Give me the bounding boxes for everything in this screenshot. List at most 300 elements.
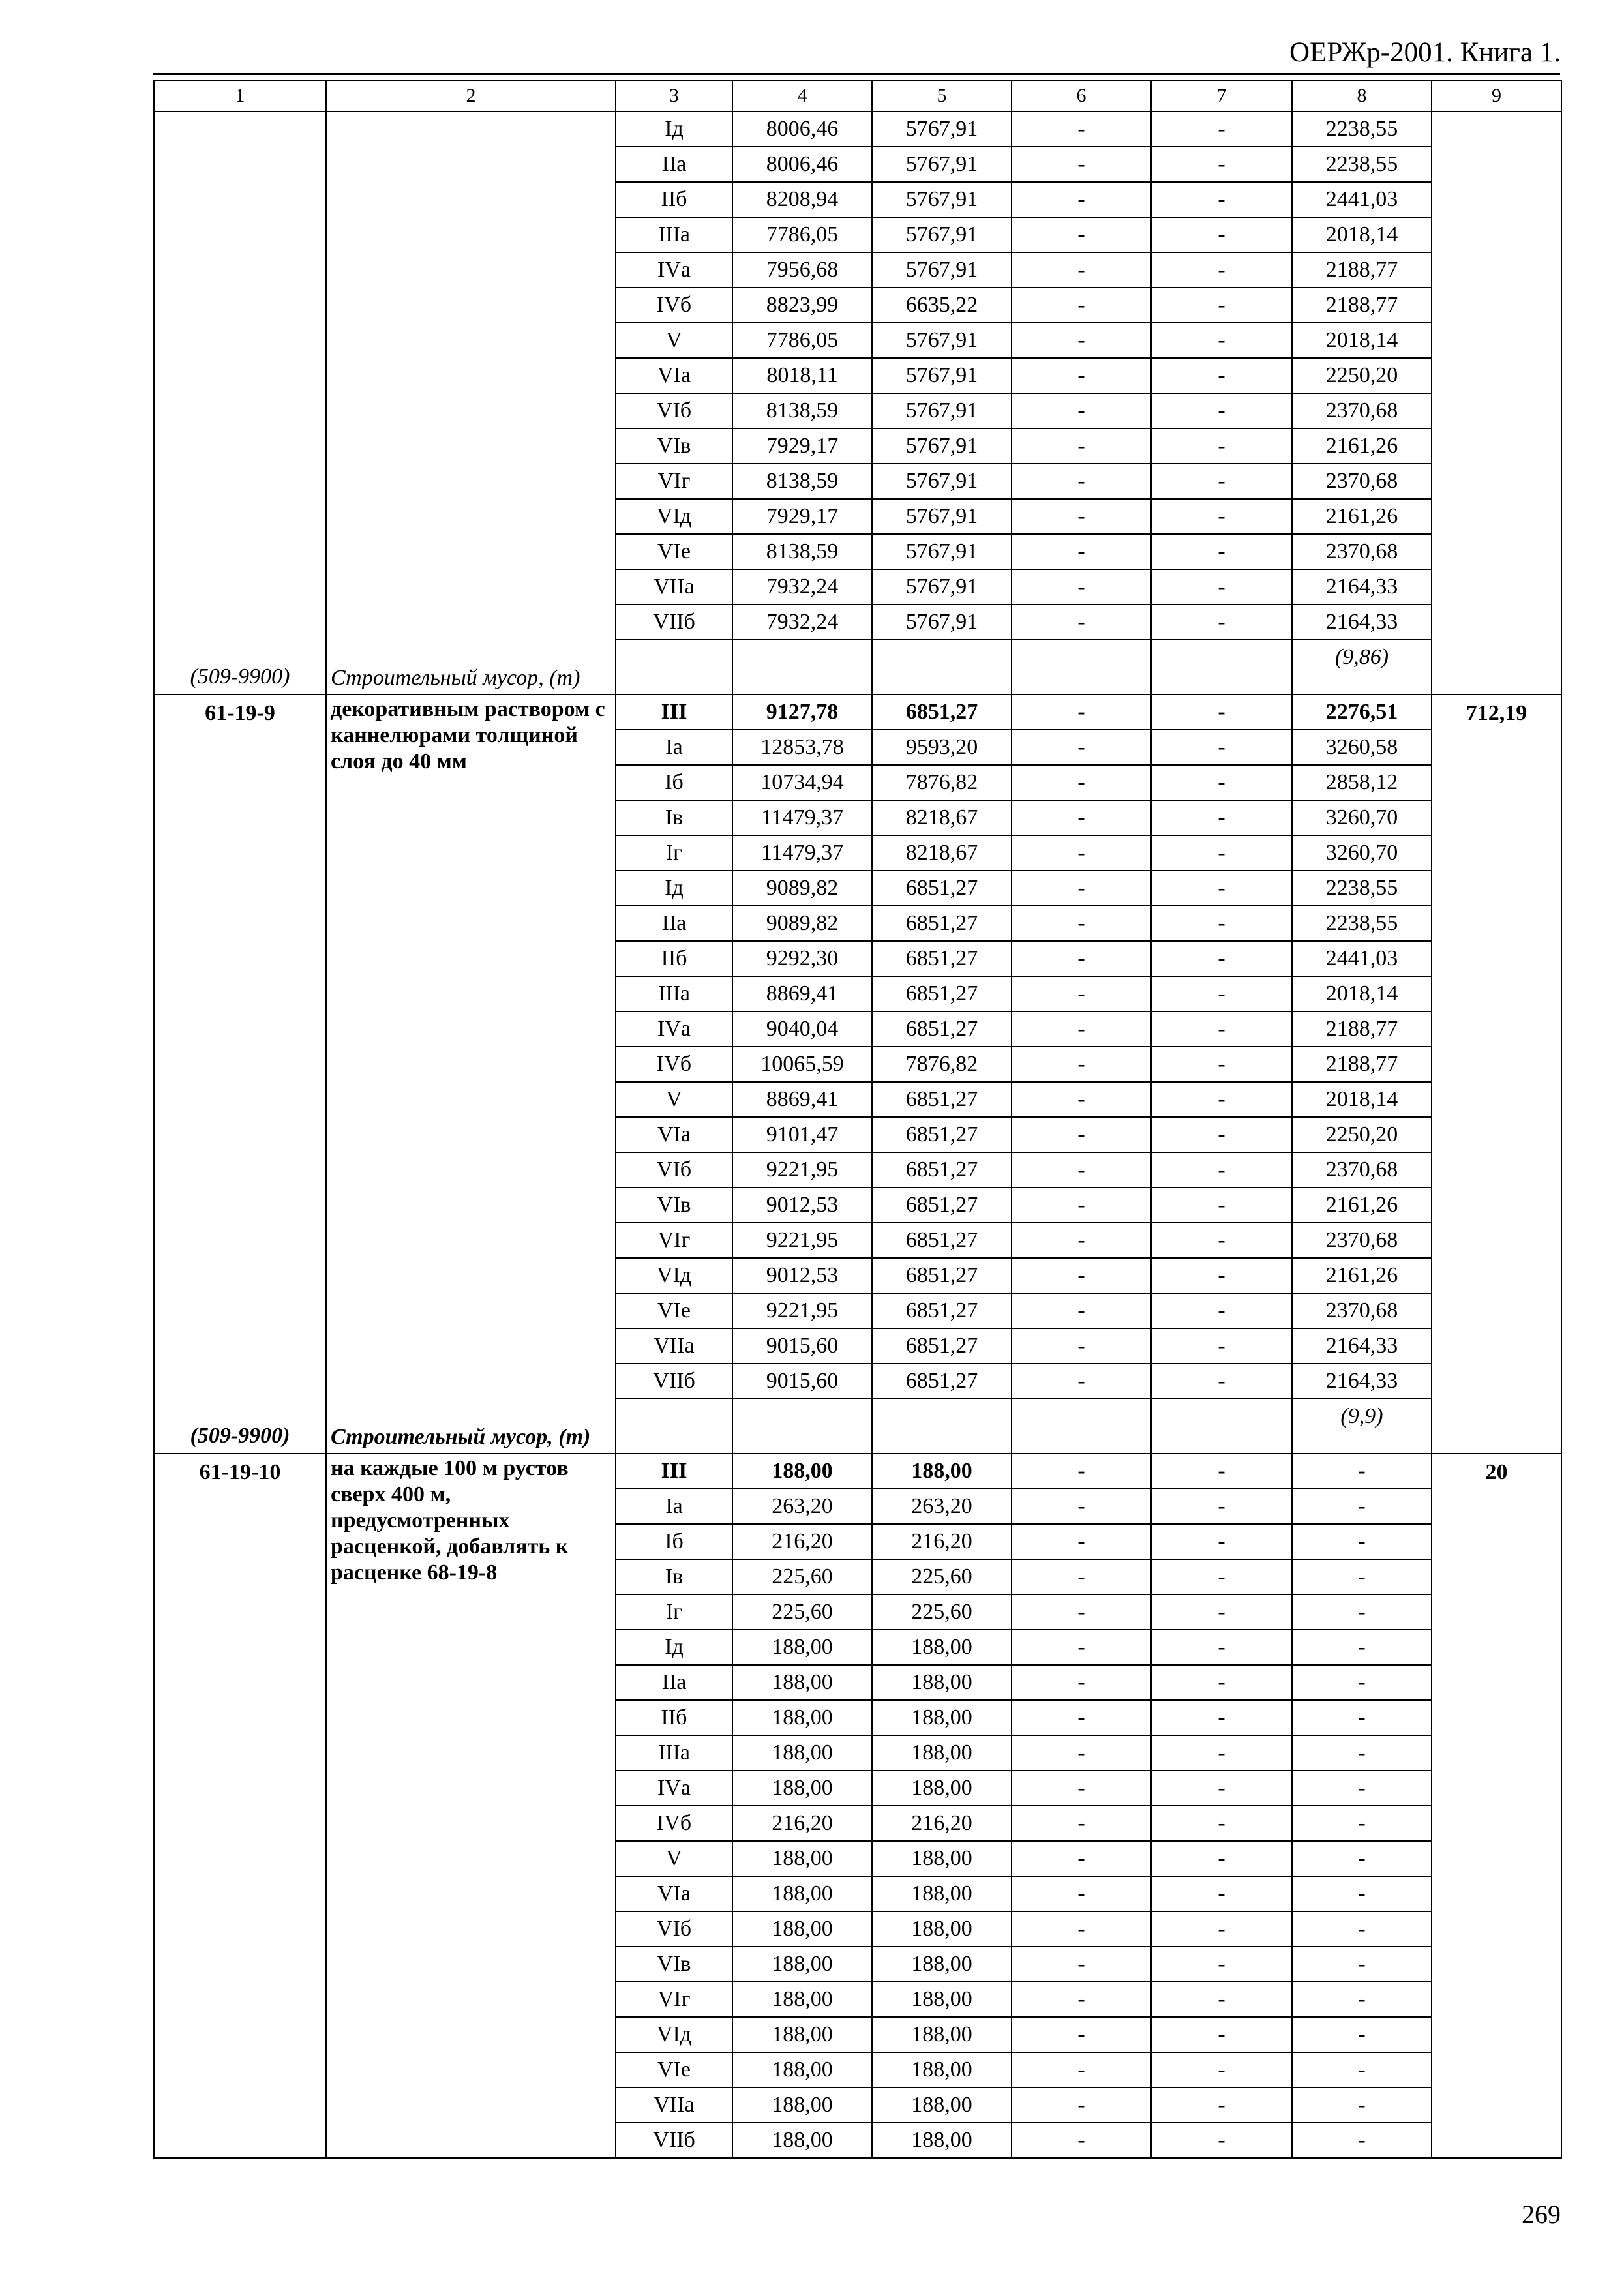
cell-c6: - bbox=[1012, 1735, 1151, 1771]
cell-c8: 3260,70 bbox=[1292, 800, 1432, 835]
cell-c6: - bbox=[1012, 906, 1151, 941]
cell-c4: 188,00 bbox=[732, 1630, 872, 1665]
cell-c4: 7932,24 bbox=[732, 569, 872, 605]
cell-c8: 2370,68 bbox=[1292, 464, 1432, 499]
cell-c6: - bbox=[1012, 464, 1151, 499]
cell-zone: Iг bbox=[616, 835, 732, 871]
cell-c7: - bbox=[1151, 1700, 1292, 1735]
cell-c4: 188,00 bbox=[732, 1700, 872, 1735]
cell-c8: - bbox=[1292, 1489, 1432, 1524]
cell-c6: - bbox=[1012, 1489, 1151, 1524]
column-number-row bbox=[154, 80, 1561, 112]
cell-c4: 188,00 bbox=[732, 1841, 872, 1876]
cell-c6: - bbox=[1012, 1364, 1151, 1399]
cell-zone: V bbox=[616, 323, 732, 358]
cell-c4: 216,20 bbox=[732, 1806, 872, 1841]
cell-zone: Iв bbox=[616, 800, 732, 835]
cell-c6: - bbox=[1012, 1223, 1151, 1258]
cell-c7: - bbox=[1151, 428, 1292, 464]
cell-c5: 7876,82 bbox=[872, 765, 1012, 800]
cell-c5: 5767,91 bbox=[872, 393, 1012, 428]
waste-cell bbox=[1151, 640, 1292, 695]
description-cell bbox=[326, 112, 616, 695]
cell-c4: 10065,59 bbox=[732, 1047, 872, 1082]
cell-zone: VIIа bbox=[616, 569, 732, 605]
cell-c8: 2441,03 bbox=[1292, 941, 1432, 976]
cell-c5: 6851,27 bbox=[872, 871, 1012, 906]
cell-zone: IVа bbox=[616, 252, 732, 288]
cell-c7: - bbox=[1151, 147, 1292, 182]
cell-c7: - bbox=[1151, 1152, 1292, 1188]
column-number: 6 bbox=[1012, 80, 1151, 112]
cell-c5: 6851,27 bbox=[872, 1223, 1012, 1258]
cell-c6: - bbox=[1012, 569, 1151, 605]
cell-zone: VIв bbox=[616, 1188, 732, 1223]
cell-zone: VIг bbox=[616, 1223, 732, 1258]
cell-c8: - bbox=[1292, 2017, 1432, 2052]
cell-c8: 2161,26 bbox=[1292, 1258, 1432, 1293]
cell-zone: IIIа bbox=[616, 1735, 732, 1771]
cell-zone: Iг bbox=[616, 1594, 732, 1630]
cell-zone: IIIа bbox=[616, 217, 732, 252]
rate-total: 20 bbox=[1485, 1460, 1508, 1484]
cell-zone: Iд bbox=[616, 871, 732, 906]
cell-c7: - bbox=[1151, 1188, 1292, 1223]
cell-c6: - bbox=[1012, 1258, 1151, 1293]
cell-c6: - bbox=[1012, 695, 1151, 730]
waste-cell bbox=[872, 640, 1012, 695]
waste-amount: (9,86) bbox=[1334, 645, 1389, 669]
cell-c8: - bbox=[1292, 1911, 1432, 1947]
cell-c4: 9221,95 bbox=[732, 1293, 872, 1328]
cell-zone: VIIб bbox=[616, 1364, 732, 1399]
cell-c5: 188,00 bbox=[872, 1876, 1012, 1911]
cell-c8: 2161,26 bbox=[1292, 499, 1432, 534]
cell-c4: 8869,41 bbox=[732, 1082, 872, 1117]
cell-c8: - bbox=[1292, 1841, 1432, 1876]
cell-c8: - bbox=[1292, 1982, 1432, 2017]
cell-c6: - bbox=[1012, 1982, 1151, 2017]
rate-code-cell bbox=[154, 695, 326, 1454]
waste-cell bbox=[872, 1399, 1012, 1454]
cell-c7: - bbox=[1151, 1947, 1292, 1982]
waste-cell bbox=[1012, 640, 1151, 695]
column-number: 5 bbox=[872, 80, 1012, 112]
cell-c7: - bbox=[1151, 1117, 1292, 1152]
cell-c8: - bbox=[1292, 1806, 1432, 1841]
cell-c7: - bbox=[1151, 323, 1292, 358]
cell-c8: 2188,77 bbox=[1292, 252, 1432, 288]
cell-c5: 5767,91 bbox=[872, 182, 1012, 217]
cell-c6: - bbox=[1012, 1911, 1151, 1947]
cell-c6: - bbox=[1012, 2017, 1151, 2052]
cell-c4: 188,00 bbox=[732, 1454, 872, 1489]
cell-c8: 2018,14 bbox=[1292, 323, 1432, 358]
cell-c5: 188,00 bbox=[872, 1982, 1012, 2017]
cell-c8: - bbox=[1292, 1454, 1432, 1489]
cell-c5: 6635,22 bbox=[872, 288, 1012, 323]
cell-c8: 2370,68 bbox=[1292, 1293, 1432, 1328]
cell-c7: - bbox=[1151, 1735, 1292, 1771]
cell-c7: - bbox=[1151, 906, 1292, 941]
cell-c4: 188,00 bbox=[732, 2052, 872, 2087]
rates-table-body bbox=[154, 80, 1561, 2158]
cell-c5: 6851,27 bbox=[872, 1364, 1012, 1399]
cell-c5: 188,00 bbox=[872, 1630, 1012, 1665]
cell-c7: - bbox=[1151, 1293, 1292, 1328]
cell-c8: 2238,55 bbox=[1292, 147, 1432, 182]
cell-c5: 5767,91 bbox=[872, 499, 1012, 534]
cell-c6: - bbox=[1012, 182, 1151, 217]
cell-zone: VIг bbox=[616, 464, 732, 499]
rate-total bbox=[1432, 112, 1561, 113]
rate-description bbox=[327, 112, 615, 115]
cell-c4: 9040,04 bbox=[732, 1011, 872, 1047]
cell-c5: 8218,67 bbox=[872, 835, 1012, 871]
page-number: 269 bbox=[1522, 2200, 1561, 2229]
cell-c4: 8869,41 bbox=[732, 976, 872, 1011]
cell-c7: - bbox=[1151, 393, 1292, 428]
cell-c5: 6851,27 bbox=[872, 1258, 1012, 1293]
cell-c4: 225,60 bbox=[732, 1559, 872, 1594]
cell-zone: Iа bbox=[616, 1489, 732, 1524]
cell-c7: - bbox=[1151, 2087, 1292, 2123]
cell-c6: - bbox=[1012, 1454, 1151, 1489]
cell-c5: 263,20 bbox=[872, 1489, 1012, 1524]
cell-c8: 2018,14 bbox=[1292, 217, 1432, 252]
cell-c8: - bbox=[1292, 2123, 1432, 2158]
cell-zone: V bbox=[616, 1841, 732, 1876]
cell-c4: 11479,37 bbox=[732, 835, 872, 871]
waste-cell bbox=[616, 640, 732, 695]
cell-c5: 5767,91 bbox=[872, 534, 1012, 569]
cell-c6: - bbox=[1012, 1700, 1151, 1735]
cell-zone: VIд bbox=[616, 1258, 732, 1293]
waste-cell bbox=[1292, 640, 1432, 695]
rate-code-cell bbox=[154, 1454, 326, 2158]
document-header-title: ОЕРЖр-2001. Книга 1. bbox=[1289, 37, 1561, 68]
cell-c8: - bbox=[1292, 1771, 1432, 1806]
cell-c8: 3260,70 bbox=[1292, 835, 1432, 871]
cell-c5: 5767,91 bbox=[872, 358, 1012, 393]
cell-zone: VIе bbox=[616, 1293, 732, 1328]
cell-zone: IIб bbox=[616, 941, 732, 976]
cell-c6: - bbox=[1012, 393, 1151, 428]
cell-c6: - bbox=[1012, 2087, 1151, 2123]
cell-c8: 2188,77 bbox=[1292, 1047, 1432, 1082]
cell-c6: - bbox=[1012, 1524, 1151, 1559]
cell-c7: - bbox=[1151, 1559, 1292, 1594]
cell-c5: 5767,91 bbox=[872, 464, 1012, 499]
cell-zone: IVа bbox=[616, 1011, 732, 1047]
header-rule bbox=[153, 73, 1560, 75]
rate-code: 61-19-9 bbox=[205, 701, 275, 725]
cell-c4: 11479,37 bbox=[732, 800, 872, 835]
cell-c4: 225,60 bbox=[732, 1594, 872, 1630]
cell-c6: - bbox=[1012, 1876, 1151, 1911]
cell-c6: - bbox=[1012, 1594, 1151, 1630]
cell-c8: 2188,77 bbox=[1292, 288, 1432, 323]
cell-c6: - bbox=[1012, 1188, 1151, 1223]
cell-c6: - bbox=[1012, 605, 1151, 640]
rate-code bbox=[155, 112, 325, 113]
waste-cell bbox=[732, 1399, 872, 1454]
cell-c6: - bbox=[1012, 323, 1151, 358]
waste-cell bbox=[1151, 1399, 1292, 1454]
cell-c5: 188,00 bbox=[872, 1454, 1012, 1489]
cell-c7: - bbox=[1151, 534, 1292, 569]
cell-zone: Iа bbox=[616, 730, 732, 765]
cell-c4: 8006,46 bbox=[732, 112, 872, 147]
cell-c7: - bbox=[1151, 1806, 1292, 1841]
cell-c7: - bbox=[1151, 252, 1292, 288]
total-cell bbox=[1432, 1454, 1561, 2158]
cell-c4: 188,00 bbox=[732, 2123, 872, 2158]
cell-zone: III bbox=[616, 695, 732, 730]
cell-c5: 5767,91 bbox=[872, 428, 1012, 464]
cell-zone: VIг bbox=[616, 1982, 732, 2017]
cell-zone: VIб bbox=[616, 393, 732, 428]
cell-c5: 6851,27 bbox=[872, 1188, 1012, 1223]
table-row bbox=[154, 112, 1561, 147]
cell-c4: 7932,24 bbox=[732, 605, 872, 640]
cell-c6: - bbox=[1012, 1559, 1151, 1594]
cell-zone: IIIа bbox=[616, 976, 732, 1011]
cell-c6: - bbox=[1012, 428, 1151, 464]
cell-c7: - bbox=[1151, 1876, 1292, 1911]
cell-c4: 9089,82 bbox=[732, 871, 872, 906]
cell-c7: - bbox=[1151, 1771, 1292, 1806]
waste-label: Строительный мусор, (т) bbox=[331, 666, 580, 690]
column-number: 8 bbox=[1292, 80, 1432, 112]
cell-c8: 2018,14 bbox=[1292, 1082, 1432, 1117]
cell-c8: - bbox=[1292, 1947, 1432, 1982]
cell-c6: - bbox=[1012, 1082, 1151, 1117]
cell-zone: IIа bbox=[616, 147, 732, 182]
cell-c7: - bbox=[1151, 569, 1292, 605]
cell-c5: 225,60 bbox=[872, 1594, 1012, 1630]
cell-c5: 216,20 bbox=[872, 1806, 1012, 1841]
waste-cell bbox=[1012, 1399, 1151, 1454]
cell-c5: 6851,27 bbox=[872, 1152, 1012, 1188]
cell-c5: 5767,91 bbox=[872, 112, 1012, 147]
cell-c7: - bbox=[1151, 1911, 1292, 1947]
cell-c6: - bbox=[1012, 800, 1151, 835]
cell-zone: VIа bbox=[616, 1117, 732, 1152]
cell-c5: 5767,91 bbox=[872, 569, 1012, 605]
cell-c5: 6851,27 bbox=[872, 1293, 1012, 1328]
cell-c8: - bbox=[1292, 2052, 1432, 2087]
cell-c7: - bbox=[1151, 871, 1292, 906]
cell-c6: - bbox=[1012, 112, 1151, 147]
cell-c7: - bbox=[1151, 464, 1292, 499]
waste-cell bbox=[1292, 1399, 1432, 1454]
cell-c6: - bbox=[1012, 1117, 1151, 1152]
cell-c7: - bbox=[1151, 1630, 1292, 1665]
cell-c7: - bbox=[1151, 1364, 1292, 1399]
cell-c5: 9593,20 bbox=[872, 730, 1012, 765]
cell-c8: - bbox=[1292, 1876, 1432, 1911]
cell-c7: - bbox=[1151, 1258, 1292, 1293]
cell-c4: 9221,95 bbox=[732, 1223, 872, 1258]
cell-c5: 188,00 bbox=[872, 2087, 1012, 2123]
cell-c7: - bbox=[1151, 976, 1292, 1011]
cell-c6: - bbox=[1012, 2123, 1151, 2158]
cell-c5: 5767,91 bbox=[872, 147, 1012, 182]
cell-c4: 9127,78 bbox=[732, 695, 872, 730]
rate-description: декоративным раствором с каннелюрами толщиной слоя до 40 мм bbox=[331, 697, 605, 773]
cell-c4: 10734,94 bbox=[732, 765, 872, 800]
cell-c8: 2164,33 bbox=[1292, 569, 1432, 605]
cell-c7: - bbox=[1151, 1454, 1292, 1489]
cell-c4: 7929,17 bbox=[732, 499, 872, 534]
cell-zone: VIе bbox=[616, 2052, 732, 2087]
cell-c7: - bbox=[1151, 1223, 1292, 1258]
cell-c5: 188,00 bbox=[872, 2017, 1012, 2052]
cell-zone: IIа bbox=[616, 1665, 732, 1700]
cell-c8: 2370,68 bbox=[1292, 534, 1432, 569]
cell-c6: - bbox=[1012, 217, 1151, 252]
cell-c7: - bbox=[1151, 288, 1292, 323]
cell-c7: - bbox=[1151, 1047, 1292, 1082]
cell-c5: 188,00 bbox=[872, 1735, 1012, 1771]
waste-code: (509-9900) bbox=[190, 665, 290, 689]
cell-c5: 5767,91 bbox=[872, 323, 1012, 358]
cell-c7: - bbox=[1151, 182, 1292, 217]
cell-c8: - bbox=[1292, 1665, 1432, 1700]
cell-c6: - bbox=[1012, 1293, 1151, 1328]
cell-c4: 12853,78 bbox=[732, 730, 872, 765]
cell-c7: - bbox=[1151, 1489, 1292, 1524]
cell-c5: 8218,67 bbox=[872, 800, 1012, 835]
waste-code: (509-9900) bbox=[190, 1424, 290, 1448]
cell-c4: 8018,11 bbox=[732, 358, 872, 393]
cell-c4: 9089,82 bbox=[732, 906, 872, 941]
cell-zone: VIIа bbox=[616, 2087, 732, 2123]
cell-c8: - bbox=[1292, 1594, 1432, 1630]
cell-c7: - bbox=[1151, 2123, 1292, 2158]
cell-c8: 2164,33 bbox=[1292, 1328, 1432, 1364]
cell-zone: VIв bbox=[616, 1947, 732, 1982]
cell-c4: 9012,53 bbox=[732, 1188, 872, 1223]
description-cell bbox=[326, 695, 616, 1454]
cell-c6: - bbox=[1012, 1328, 1151, 1364]
cell-c5: 6851,27 bbox=[872, 976, 1012, 1011]
cell-c6: - bbox=[1012, 871, 1151, 906]
cell-c8: 2164,33 bbox=[1292, 1364, 1432, 1399]
cell-c4: 8006,46 bbox=[732, 147, 872, 182]
cell-c8: 2164,33 bbox=[1292, 605, 1432, 640]
cell-zone: VIIб bbox=[616, 605, 732, 640]
cell-c7: - bbox=[1151, 730, 1292, 765]
cell-c5: 5767,91 bbox=[872, 217, 1012, 252]
cell-c4: 9221,95 bbox=[732, 1152, 872, 1188]
cell-c7: - bbox=[1151, 835, 1292, 871]
cell-c5: 6851,27 bbox=[872, 695, 1012, 730]
cell-c4: 7929,17 bbox=[732, 428, 872, 464]
waste-cell bbox=[732, 640, 872, 695]
cell-zone: VIа bbox=[616, 1876, 732, 1911]
cell-c5: 188,00 bbox=[872, 1947, 1012, 1982]
waste-cell bbox=[616, 1399, 732, 1454]
cell-c8: 2238,55 bbox=[1292, 906, 1432, 941]
waste-amount: (9,9) bbox=[1340, 1404, 1383, 1428]
cell-c7: - bbox=[1151, 499, 1292, 534]
cell-c4: 188,00 bbox=[732, 1911, 872, 1947]
rate-description: на каждые 100 м рустов сверх 400 м, предусмотренных расценкой, добавлять к расценке 68-19-8 bbox=[331, 1456, 569, 1585]
rates-table bbox=[153, 80, 1562, 2159]
cell-c8: - bbox=[1292, 1630, 1432, 1665]
cell-zone: VIд bbox=[616, 499, 732, 534]
cell-c6: - bbox=[1012, 534, 1151, 569]
cell-c4: 8138,59 bbox=[732, 393, 872, 428]
cell-c5: 188,00 bbox=[872, 2052, 1012, 2087]
cell-c5: 216,20 bbox=[872, 1524, 1012, 1559]
cell-zone: VIе bbox=[616, 534, 732, 569]
cell-zone: VIа bbox=[616, 358, 732, 393]
cell-zone: VIIб bbox=[616, 2123, 732, 2158]
cell-c7: - bbox=[1151, 1328, 1292, 1364]
cell-zone: Iб bbox=[616, 765, 732, 800]
cell-c5: 188,00 bbox=[872, 1665, 1012, 1700]
cell-c4: 8138,59 bbox=[732, 534, 872, 569]
column-number: 3 bbox=[616, 80, 732, 112]
cell-c4: 188,00 bbox=[732, 1982, 872, 2017]
cell-c4: 188,00 bbox=[732, 1665, 872, 1700]
cell-c7: - bbox=[1151, 2052, 1292, 2087]
cell-zone: IIа bbox=[616, 906, 732, 941]
cell-c8: 2188,77 bbox=[1292, 1011, 1432, 1047]
cell-c4: 7956,68 bbox=[732, 252, 872, 288]
cell-c5: 188,00 bbox=[872, 2123, 1012, 2158]
cell-c8: 2858,12 bbox=[1292, 765, 1432, 800]
cell-c8: 2250,20 bbox=[1292, 358, 1432, 393]
cell-c4: 9292,30 bbox=[732, 941, 872, 976]
cell-zone: Iд bbox=[616, 112, 732, 147]
cell-zone: Iб bbox=[616, 1524, 732, 1559]
cell-c6: - bbox=[1012, 1771, 1151, 1806]
cell-c8: 2018,14 bbox=[1292, 976, 1432, 1011]
cell-c7: - bbox=[1151, 695, 1292, 730]
cell-c4: 188,00 bbox=[732, 1735, 872, 1771]
cell-zone: IIб bbox=[616, 182, 732, 217]
description-cell bbox=[326, 1454, 616, 2158]
cell-c7: - bbox=[1151, 1594, 1292, 1630]
column-number: 2 bbox=[326, 80, 616, 112]
cell-c6: - bbox=[1012, 941, 1151, 976]
cell-c4: 188,00 bbox=[732, 2017, 872, 2052]
cell-c7: - bbox=[1151, 1082, 1292, 1117]
cell-c4: 9012,53 bbox=[732, 1258, 872, 1293]
cell-c6: - bbox=[1012, 835, 1151, 871]
cell-c5: 6851,27 bbox=[872, 1082, 1012, 1117]
cell-c8: 2370,68 bbox=[1292, 1152, 1432, 1188]
cell-c5: 188,00 bbox=[872, 1841, 1012, 1876]
cell-c4: 8823,99 bbox=[732, 288, 872, 323]
cell-zone: V bbox=[616, 1082, 732, 1117]
cell-c8: 2238,55 bbox=[1292, 112, 1432, 147]
cell-c5: 5767,91 bbox=[872, 605, 1012, 640]
cell-zone: IVб bbox=[616, 288, 732, 323]
cell-zone: VIд bbox=[616, 2017, 732, 2052]
rate-code: 61-19-10 bbox=[199, 1460, 281, 1484]
cell-c6: - bbox=[1012, 765, 1151, 800]
cell-c4: 216,20 bbox=[732, 1524, 872, 1559]
cell-c7: - bbox=[1151, 765, 1292, 800]
cell-zone: IVа bbox=[616, 1771, 732, 1806]
cell-c5: 7876,82 bbox=[872, 1047, 1012, 1082]
cell-c6: - bbox=[1012, 1947, 1151, 1982]
